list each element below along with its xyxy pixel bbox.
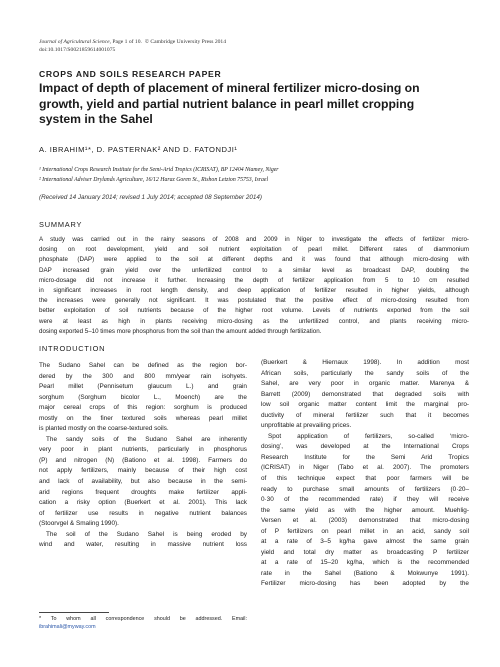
affiliation-1: ¹ International Crops Research Institute for the Semi-Arid Tropics (ICRISAT), BP 12404 Niamey, Niger xyxy=(39,167,279,173)
body-line: African soils, particularly the sandy soils of the xyxy=(261,369,469,377)
body-line: is planted mostly on the coarse-textured soils. xyxy=(39,425,169,433)
summary-line: the increases were generally not significant. It was postulated that the positive effect of micro-dosing resulted from xyxy=(39,297,469,305)
authors: A. IBRAHIM¹*, D. PASTERNAK² AND D. FATONDJI¹ xyxy=(39,145,238,154)
summary-line: DAP increased grain yield over the unfertilized control to a similar level as broadcast DAP, doubling the xyxy=(39,266,469,274)
summary-line: dosing exported 5–10 times more phosphorus from the soil than the amount added through fertilization. xyxy=(39,327,322,335)
body-line: mostly on the finer textured soils whereas pearl millet xyxy=(39,414,247,422)
affiliation-2: ² International Adviser Drylands Agriculture, 16/12 Haraz Goren St., Rishon Letzion 75753, Israel xyxy=(39,177,269,183)
body-line: (Buerkert & Hiernaux 1998). In addition most xyxy=(261,359,469,366)
introduction-heading: INTRODUCTION xyxy=(39,344,106,353)
body-line: very poor in plant nutrients, particularly in phosphorus xyxy=(39,446,247,454)
body-line: rate in the Sahel (Bationo & Mokwunye 1991). xyxy=(261,569,469,577)
title-line: growth, yield and partial nutrient balance in pearl millet cropping xyxy=(39,96,415,111)
body-line: Barrett (2009) demonstrated that degraded soils with xyxy=(261,390,469,398)
left-column xyxy=(39,344,247,551)
body-line: ready to purchase small amounts of fertilizers (0·20– xyxy=(261,485,469,493)
body-line: wind and water, resulting in massive nutrient loss xyxy=(39,541,247,549)
section-label: CROPS AND SOILS RESEARCH PAPER xyxy=(39,69,222,79)
journal-name: Journal of Agricultural Science xyxy=(39,39,110,45)
body-line: yield and total dry matter as broadcasting P fertilizer xyxy=(261,548,469,556)
body-line: The sandy soils of the Sudano Sahel are inherently xyxy=(46,435,247,443)
body-line: not apply fertilizers, mainly because of their high cost xyxy=(39,467,247,475)
summary-line: micro-dosage did not increase it further. Increasing the depth of fertilizer application from 5 to 10 cm resulted xyxy=(39,276,469,284)
body-line: Research Institute for the Semi Arid Tropics xyxy=(261,453,469,461)
body-line: of this technique expect that poor farmers will be xyxy=(261,475,469,483)
body-line: cation a risky option (Buerkert et al. 2001). This lack xyxy=(39,499,247,507)
body-line: of fertilizer use results in negative nutrient balances xyxy=(39,509,247,517)
doi: doi:10.1017/S0021859614001075 xyxy=(39,47,116,53)
body-line: at a rate of 3–5 kg/ha gave almost the same grain xyxy=(261,538,469,546)
summary-line: were at least as high in plants receiving micro-dosing as the unfertilized control, and plants receiving micro- xyxy=(39,317,469,325)
body-line: Fertilizer micro-dosing has been adopted by the xyxy=(261,580,469,588)
body-line: (Stoorvgel & Smaling 1990). xyxy=(39,520,119,528)
paper-title xyxy=(39,81,469,128)
body-line: unprofitable at prevailing prices. xyxy=(261,422,352,430)
summary-line: in significant increases in root length density, and deep application of fertilizer resulted in higher yields, although xyxy=(39,287,469,295)
body-line: dosing’, was developed at the International Crops xyxy=(261,443,469,451)
summary-line: dosing on root development, yield and soil nutrient exploitation of pearl millet. Different rates of diammonium xyxy=(39,246,469,254)
body-line: ductivity of mineral fertilizer such that it becomes xyxy=(261,411,469,419)
body-line: Versen et al. (2003) demonstrated that micro-dosing xyxy=(261,517,469,525)
body-line: Pearl millet (Pennisetum glaucum L.) and grain xyxy=(39,383,247,391)
journal-header xyxy=(39,38,226,54)
footnote xyxy=(39,615,247,631)
body-line: The soil of the Sudano Sahel is being eroded by xyxy=(46,530,247,538)
received-dates: (Received 14 January 2014; revised 1 July 2014; accepted 08 September 2014) xyxy=(39,194,262,201)
body-line: of P fertilizers on pearl millet in an acid, sandy soil xyxy=(261,527,469,535)
body-line: dered by the 300 and 800 mm/year rain isohyets. xyxy=(39,372,247,380)
summary-line: better exploitation of soil nutrients because of the higher root volume. Levels of nutrients exported from the soil xyxy=(39,307,469,315)
summary-body xyxy=(39,235,469,337)
right-column xyxy=(261,358,469,590)
body-line: low soil organic matter content limit the marginal pro- xyxy=(261,401,469,409)
summary-heading: SUMMARY xyxy=(39,220,83,229)
footnote-email-link[interactable]: ibrahimali@myway.com xyxy=(39,624,96,630)
body-line: 0·30 of the recommended rate) if they will receive xyxy=(261,496,469,504)
summary-line: phosphate (DAP) were applied to the soil at different depths and it was found that although micro-dosing with xyxy=(39,256,469,264)
body-line: (ICRISAT) in Niger (Tabo et al. 2007). The promoters xyxy=(261,464,469,472)
footnote-text: * To whom all correspondence should be addressed. Email: xyxy=(39,616,247,622)
summary-line: A study was carried out in the rainy seasons of 2008 and 2009 in Niger to investigate the effects of fertilizer micro- xyxy=(39,236,469,243)
body-line: arid regions frequent droughts make fertilizer appli- xyxy=(39,488,247,496)
body-line: the same yield as with the higher amount. Muehlig- xyxy=(261,506,469,514)
body-line: at a rate of 15–20 kg/ha, which is the recommended xyxy=(261,559,469,567)
body-line: The Sudano Sahel can be defined as the region bor- xyxy=(39,362,247,369)
page-info: , Page 1 of 10. xyxy=(109,39,142,45)
copyright: © Cambridge University Press 2014 xyxy=(144,39,227,45)
body-line: sorghum (Sorghum bicolor L., Moench) are the xyxy=(39,393,247,401)
body-line: Spot application of fertilizers, so-called ‘micro- xyxy=(268,432,469,440)
body-line: and lack of availability, but also because in the semi- xyxy=(39,478,247,486)
title-line: system in the Sahel xyxy=(39,112,153,126)
body-line: (P) and nitrogen (N) (Bationo et al. 1998). Farmers do xyxy=(39,456,247,464)
body-line: Sahel, are very poor in organic matter. Marenya & xyxy=(261,380,469,388)
body-line: major cereal crops of this region: sorghum is produced xyxy=(39,404,247,412)
title-line: Impact of depth of placement of mineral fertilizer micro-dosing on xyxy=(39,81,420,95)
footnote-divider xyxy=(39,612,109,613)
